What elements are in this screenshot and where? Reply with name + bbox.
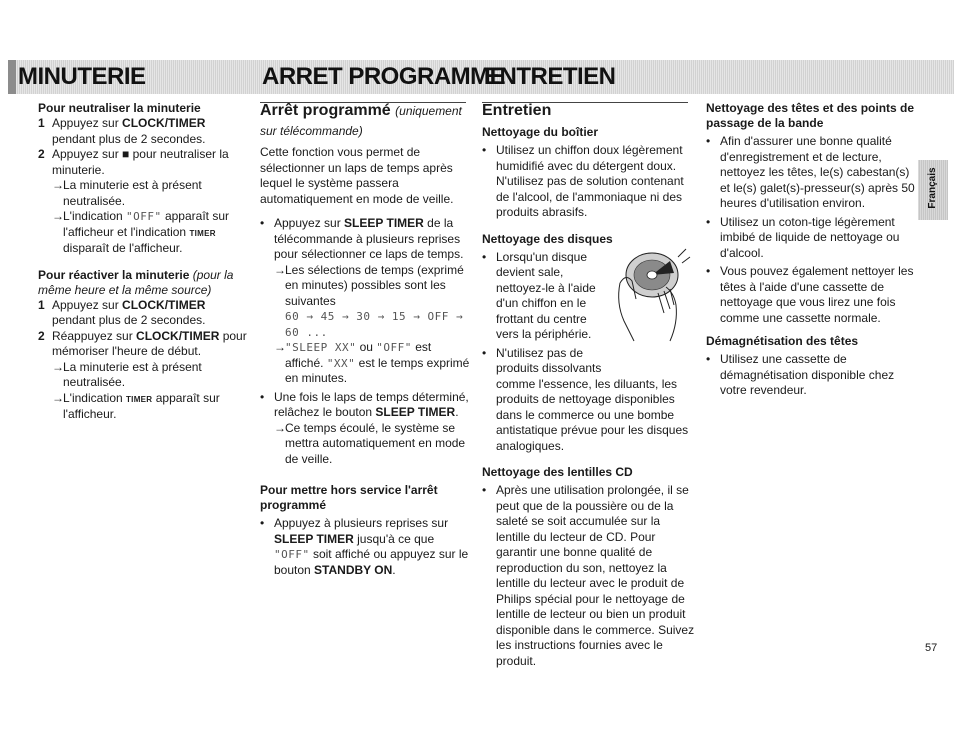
bullet-icon: • xyxy=(706,214,711,229)
arrow-icon: → xyxy=(52,209,64,223)
lcd-text: "OFF" xyxy=(126,210,162,223)
result-item: → "SLEEP XX" ou "OFF" est affiché. "XX" est le temps exprimé en minutes. xyxy=(274,340,470,385)
column-minuterie xyxy=(38,101,250,423)
disc-cleaning-illustration xyxy=(612,243,692,343)
bullet-item: • Afin d'assurer une bonne qualité d'enregistrement et de lecture, nettoyez les têtes, le(s) cabestan(s) et le(s) galet(s)-presseur(s) après 50 heures d'utilisation environ. xyxy=(706,134,915,210)
bullet-item: • Utilisez un chiffon doux légèrement humidifié avec du détergent doux. N'utilisez pas de solution contenant de l'alcool, de l'ammoniaque ni des produits abrasifs. xyxy=(482,143,684,219)
section-title: Pour réactiver la minuterie (pour la même heure et la même source) xyxy=(38,267,234,297)
bullet-item: • N'utilisez pas de produits dissolvants comme l'essence, les diluants, les produits de nettoyage disponibles dans le commerce ou une bombe antistatique prévue pour les disques analogiques. xyxy=(482,345,689,453)
section-title: Démagnétisation des têtes xyxy=(706,334,859,348)
lcd-sequence: 60 ... xyxy=(285,325,328,339)
result-item: → L'indication TIMER apparaît sur l'afficheur. xyxy=(52,390,220,421)
banner-title-entretien: ENTRETIEN xyxy=(484,63,616,90)
page-number: 57 xyxy=(925,642,938,654)
column-entretien xyxy=(482,101,696,669)
arrow-icon: → xyxy=(52,390,64,405)
banner-title-minuterie: MINUTERIE xyxy=(18,63,146,90)
language-tab xyxy=(918,160,948,220)
bullet-icon: • xyxy=(706,264,711,278)
section-title: Nettoyage des têtes et des points de passage de la bande xyxy=(706,101,915,130)
section-title: Pour neutraliser la minuterie xyxy=(38,101,201,115)
result-item: → La minuterie est à présent neutralisée. xyxy=(52,178,202,208)
bullet-item: • Vous pouvez également nettoyer les têtes à l'aide d'une cassette de nettoyage que vous lirez une fois comme une cassette normale. xyxy=(706,264,914,325)
arrow-icon: → xyxy=(52,359,64,374)
section-title: Nettoyage des lentilles CD xyxy=(482,465,633,479)
step-text: Appuyez sur CLOCK/TIMER pendant plus de 2 secondes. xyxy=(52,116,206,146)
step-item: 2 Réappuyez sur CLOCK/TIMER pour mémoriser l'heure de début. xyxy=(38,328,247,358)
section-title: Pour mettre hors service l'arrêt programmé xyxy=(260,483,438,512)
column-arret-programme xyxy=(260,101,470,578)
arrow-icon: → xyxy=(274,420,286,435)
bullet-icon: • xyxy=(482,249,487,264)
step-item: 1 Appuyez sur CLOCK/TIMER pendant plus de 2 secondes. xyxy=(38,116,250,147)
bullet-item: • Une fois le laps de temps déterminé, relâchez le bouton SLEEP TIMER. xyxy=(260,389,469,419)
banner-stub xyxy=(8,60,16,94)
bullet-item: • Appuyez sur SLEEP TIMER de la télécommande à plusieurs reprises pour sélectionner ce laps de temps. xyxy=(260,216,464,261)
column-tetes xyxy=(706,101,920,399)
step-item: 1 Appuyez sur CLOCK/TIMER pendant plus de 2 secondes. xyxy=(38,297,206,327)
result-item: → Les sélections de temps (exprimé en minutes) possibles sont les suivantes 60 → 45 → 30 → 15 → OFF → 60 ... xyxy=(274,262,464,339)
arrow-icon: → xyxy=(52,178,64,192)
bullet-icon: • xyxy=(482,483,487,497)
bullet-icon: • xyxy=(260,389,265,404)
banner-title-arret: ARRET PROGRAMME xyxy=(262,63,506,90)
result-item: → L'indication "OFF" apparaît sur l'afficheur et l'indication TIMER disparaît de l'afficheur. xyxy=(52,209,229,255)
section-heading: Arrêt programmé (uniquement sur télécommande) xyxy=(260,102,462,138)
bullet-item: • Appuyez à plusieurs reprises sur SLEEP TIMER jusqu'à ce que "OFF" soit affiché ou appuyez sur le bouton STANDBY ON. xyxy=(260,516,469,577)
section-title: Nettoyage des disques xyxy=(482,231,613,246)
timer-indicator: TIMER xyxy=(126,394,153,404)
language-label: Français xyxy=(927,167,938,209)
timer-indicator: TIMER xyxy=(189,228,216,238)
result-item: → La minuterie est à présent neutralisée. xyxy=(52,359,202,389)
bullet-icon: • xyxy=(706,352,711,366)
bullet-item: • Utilisez un coton-tige légèrement imbibé de liquide de nettoyage ou d'alcool. xyxy=(706,214,900,260)
section-title: Nettoyage du boîtier xyxy=(482,125,599,139)
step-text: Appuyez sur ■ pour neutraliser la minuterie. xyxy=(52,147,229,177)
result-item: → Ce temps écoulé, le système se mettra automatiquement en mode de veille. xyxy=(274,420,466,466)
bullet-item: • Lorsqu'un disque devient sale, nettoyez-le à l'aide d'un chiffon en le frottant du centre vers la périphérie. xyxy=(482,249,596,341)
bullet-icon: • xyxy=(260,516,265,530)
bullet-icon: • xyxy=(706,134,711,148)
bullet-icon: • xyxy=(482,345,487,360)
intro-text: Cette fonction vous permet de sélectionner un laps de temps après lequel le système passera automatiquement en mode de veille. xyxy=(260,145,454,206)
bullet-item: • Après une utilisation prolongée, il se peut que de la poussière ou de la saleté se soit accumulée sur la lentille du lecteur de CD. Pour garantir une bonne qualité de reproduction du son, nettoyez la lentille du lecteur avec le produit de Philips spécial pour le nettoyage de lentille de lecteur ou bien un produit disponible dans le commerce. Suivez les instructions fournies avec le produit. xyxy=(482,483,695,668)
section-heading: Entretien xyxy=(482,102,552,119)
arrow-icon: → xyxy=(274,340,286,354)
bullet-item: • Utilisez une cassette de démagnétisation disponible chez votre revendeur. xyxy=(706,352,895,397)
lcd-sequence: 60 → 45 → 30 → 15 → OFF → xyxy=(285,310,464,323)
bullet-icon: • xyxy=(260,216,265,230)
arrow-icon: → xyxy=(274,262,286,277)
bullet-icon: • xyxy=(482,143,487,157)
step-item: 2 Appuyez sur ■ pour neutraliser la minuterie. xyxy=(38,147,250,178)
